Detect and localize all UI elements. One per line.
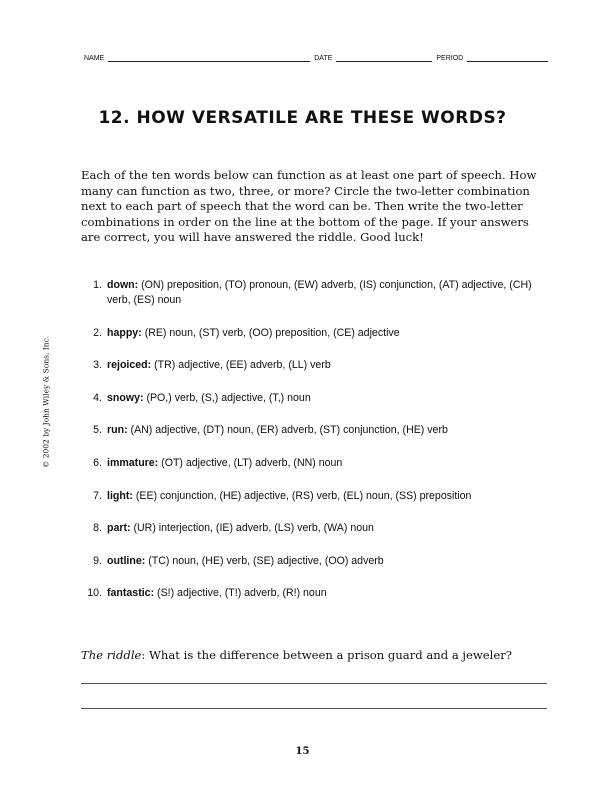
item-options: (RE) noun, (ST) verb, (OO) preposition, (CE) adjective (144, 326, 400, 339)
riddle-question: : What is the difference between a prison guard and a jeweler? (141, 648, 512, 662)
item-options: (PO,) verb, (S,) adjective, (T,) noun (146, 391, 311, 404)
riddle (81, 648, 512, 662)
name-line (108, 54, 310, 62)
item-word: happy: (107, 326, 142, 339)
item-number: 5. (93, 424, 102, 437)
item-number: 6. (93, 456, 102, 469)
date-line (336, 54, 432, 62)
period-label: PERIOD (436, 55, 464, 62)
item-text (107, 456, 342, 471)
item-word: outline: (107, 554, 146, 567)
list-item (78, 278, 548, 308)
page-number: 15 (295, 746, 310, 757)
list-item (78, 391, 548, 406)
list-item (78, 586, 548, 601)
item-options: (TC) noun, (HE) verb, (SE) adjective, (OO) adverb (148, 554, 384, 567)
list-item (78, 326, 548, 341)
item-number: 7. (93, 489, 102, 502)
item-text (107, 358, 331, 373)
item-options: (AN) adjective, (DT) noun, (ER) adverb, (ST) conjunction, (HE) verb (130, 424, 448, 437)
riddle-label: The riddle (81, 648, 142, 662)
list-item (78, 489, 548, 504)
item-number: 2. (93, 326, 102, 339)
item-text (107, 489, 471, 504)
list-item (78, 521, 548, 536)
item-options: (OT) adjective, (LT) adverb, (NN) noun (161, 456, 343, 469)
page-title: 12. HOW VERSATILE ARE THESE WORDS? (98, 108, 507, 128)
period-line (467, 54, 548, 62)
item-text (107, 326, 400, 341)
item-text (107, 586, 327, 601)
item-options: (EE) conjunction, (HE) adjective, (RS) verb, (EL) noun, (SS) preposition (135, 489, 472, 502)
item-text (107, 521, 374, 536)
item-word: down: (107, 279, 139, 291)
copyright-notice: © 2002 by John Wiley & Sons, Inc. (41, 335, 51, 469)
item-number: 4. (93, 391, 102, 404)
list-item (78, 554, 548, 569)
item-number: 1. (93, 279, 102, 291)
item-word: run: (107, 424, 128, 437)
list-item (78, 456, 548, 471)
list-item (78, 423, 548, 438)
item-text (107, 554, 384, 569)
list-item (78, 358, 548, 373)
item-word: fantastic: (107, 587, 155, 600)
student-info-header (84, 54, 548, 62)
item-options: (S!) adjective, (T!) adverb, (R!) noun (157, 587, 327, 600)
name-label: NAME (84, 55, 105, 62)
item-word: part: (107, 522, 131, 535)
item-word: snowy: (107, 391, 144, 404)
item-word: rejoiced: (107, 359, 152, 372)
item-number: 8. (93, 522, 102, 535)
item-word: immature: (107, 456, 159, 469)
item-number: 9. (93, 554, 102, 567)
item-options: (TR) adjective, (EE) adverb, (LL) verb (154, 359, 331, 372)
date-label: DATE (314, 55, 333, 62)
item-options: (UR) interjection, (IE) adverb, (LS) verb, (WA) noun (133, 522, 374, 535)
item-number: 10. (87, 587, 102, 600)
word-list (78, 278, 548, 619)
item-text (107, 391, 311, 406)
item-text (107, 423, 448, 438)
answer-line-1 (81, 683, 547, 684)
answer-line-2 (81, 708, 547, 709)
item-word: light: (107, 489, 133, 502)
item-text (107, 278, 548, 308)
item-options: (ON) preposition, (TO) pronoun, (EW) adverb, (IS) conjunction, (AT) adjective, (CH) verb, (ES) noun (107, 279, 532, 306)
item-number: 3. (93, 359, 102, 372)
instructions: Each of the ten words below can function as at least one part of speech. How many can function as two, three, or more? Circle the two-letter combination next to each part of speech that the word can be. Then write the two-letter combinations in order on the line at the bottom of the page. If your answers are correct, you will have answered the riddle. Good luck! (81, 168, 537, 245)
